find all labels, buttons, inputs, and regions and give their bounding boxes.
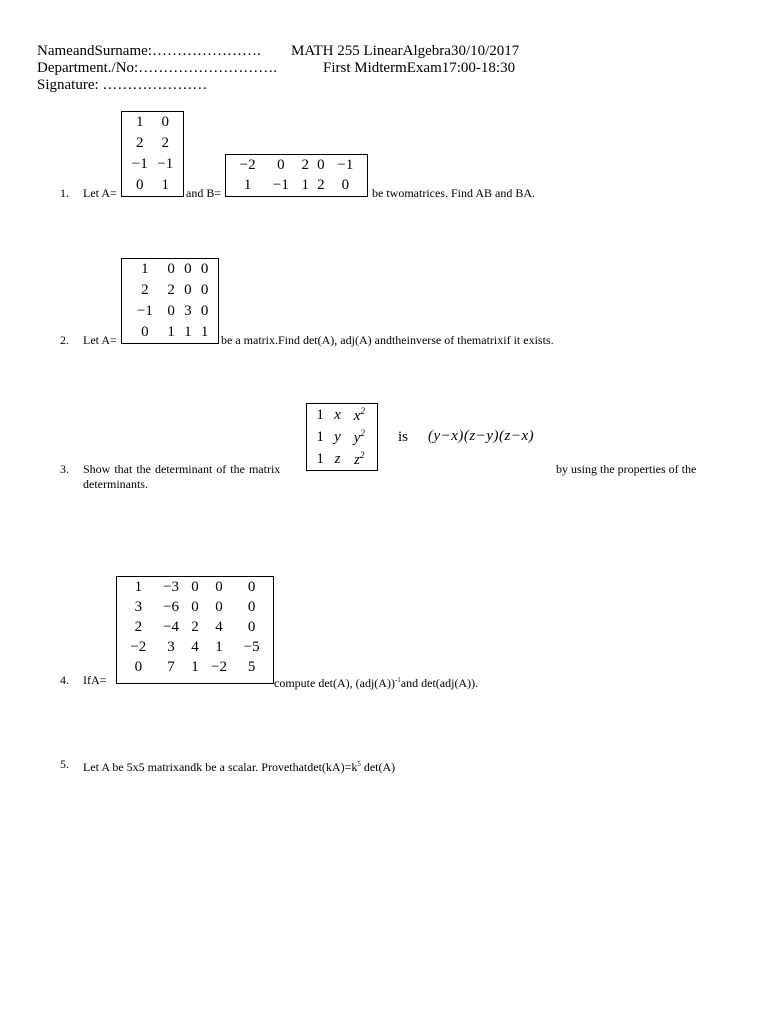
question-4-task: compute det(A), $(adj(A))^{-1}and$ det(adj(A)).	[274, 676, 479, 690]
question-3-text: Show that the determinant of the matrix	[83, 462, 281, 476]
question-3-text-cont: by using the properties of the	[556, 462, 697, 476]
is-word: is	[398, 429, 409, 445]
name-surname-label: NameandSurname:………………….	[37, 43, 261, 59]
matrix-a-q4: 1 −3 0 0 0 3 −6 0 0 0 2 −4 2 4 0 −2 3 4 1 −5 0 7 1 −2 5	[116, 577, 274, 683]
question-1-text: Let A=	[83, 186, 117, 200]
question-1-number: 1.	[60, 186, 69, 200]
determinant-matrix-q3: 1 x $x^2$ 1 y $y^2$ 1 z $z^2$	[306, 404, 378, 470]
question-3-number: 3.	[60, 462, 69, 476]
department-label: Department./No:……………………….	[37, 60, 277, 76]
matrix-b-q1: −2 0 2 0 −1 1 −1 1 2 0	[225, 155, 368, 196]
signature-label: Signature: …………………	[37, 77, 208, 93]
question-2-number: 2.	[60, 333, 69, 347]
question-3-text-end: determinants.	[83, 477, 148, 491]
matrix-a-q1: 1 0 2 2 −1 −1 0 1	[121, 112, 184, 196]
exam-title: First MidtermExam17:00-18:30	[323, 60, 516, 76]
question-5-number: 5.	[60, 757, 69, 771]
determinant-expression: (y−x)(z−y)(z−x)	[428, 428, 535, 444]
question-4-number: 4.	[60, 673, 69, 687]
question-1-task: be twomatrices. Find AB and BA.	[372, 186, 535, 200]
course-title: MATH 255 LinearAlgebra30/10/2017	[291, 43, 520, 59]
matrix-a-q2: 1 0 0 0 2 2 0 0 −1 0 3 0 0 1 1 1	[121, 259, 219, 343]
question-4-text: IfA=	[83, 673, 107, 687]
question-2-task: be a matrix.Find det(A), adj(A) andtheinverse of thematrixif it exists.	[221, 333, 554, 347]
question-1-and-b: and B=	[186, 186, 222, 200]
question-5-text: Let A be 5x5 matrixandk be a scalar. $Provethatdet(kA)=k^5$ det(A)	[83, 760, 396, 774]
question-2-text: Let A=	[83, 333, 117, 347]
